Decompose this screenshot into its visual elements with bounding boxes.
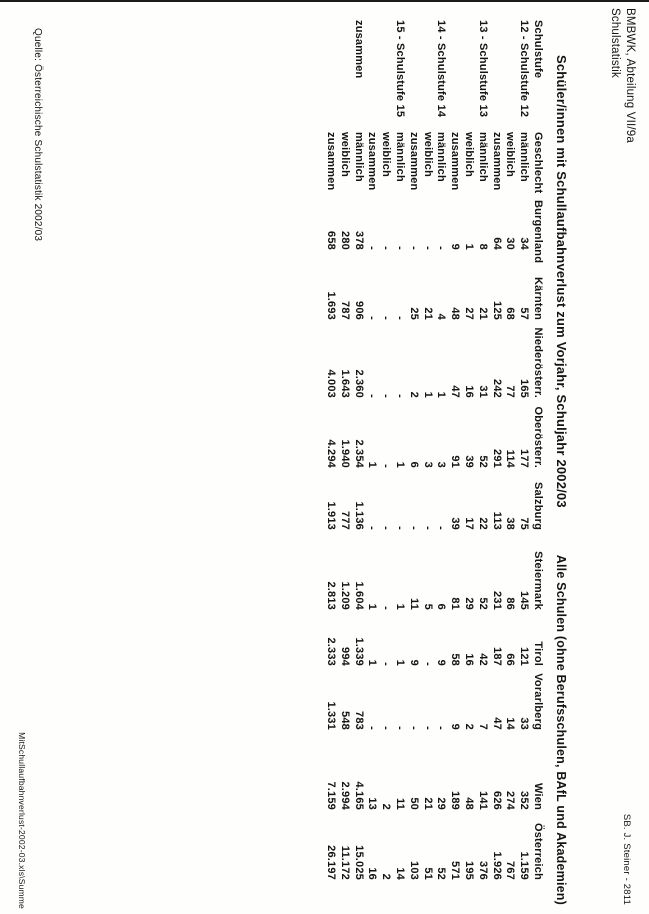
value-cell: 6 [435,603,448,610]
schulstufe-label-cell [406,20,420,132]
table-row [323,20,337,880]
value-cell: 1 [435,391,448,398]
schulstufe-label-cell: 13 - Schulstufe 13 [476,20,489,118]
value-cell: 352 [518,791,531,810]
value-cell: 4.294 [325,439,338,468]
value-cell: 5 [421,603,434,610]
value-cell: 58 [449,653,462,666]
column-header: Kärnten [532,277,544,320]
value-cell: - [380,246,393,250]
schulstufe-label-cell [337,20,351,132]
value-cell: 39 [449,517,462,530]
value-cell: 783 [352,711,365,730]
value-cell: 626 [490,791,503,810]
value-cell: - [421,726,434,730]
value-cell: - [435,726,448,730]
column-header: Burgenland [532,200,544,264]
value-cell: 29 [463,597,476,610]
value-cell: 280 [338,231,351,250]
value-cell: - [366,526,379,530]
value-cell: - [394,394,407,398]
value-cell: - [380,606,393,610]
column-header: Österreich [532,822,544,880]
geschlecht-cell: weiblich [463,132,476,177]
value-cell: 57 [518,307,531,320]
value-cell: 103 [407,861,420,880]
table-row [420,20,434,880]
value-cell: 22 [476,517,489,530]
value-cell: 1 [394,659,407,666]
table-head [530,20,544,880]
value-cell: 9 [449,723,462,730]
value-cell: 9 [407,659,420,666]
value-cell: 1.926 [490,851,503,880]
clerk-reference-note: SB. J. Steiner - 2811 [621,813,632,905]
org-header [607,8,637,143]
value-cell: - [380,316,393,320]
value-cell: 2 [407,391,420,398]
value-cell: 658 [325,231,338,250]
column-header: Oberösterr. [532,406,544,468]
value-cell: 787 [338,301,351,320]
value-cell: 16 [463,385,476,398]
value-cell: 906 [352,301,365,320]
value-cell: 91 [449,455,462,468]
value-cell: 189 [449,791,462,810]
source-footnote: Quelle: Österreichische Schulstatistik 2002/03 [32,28,43,242]
value-cell: 1.331 [325,701,338,730]
value-cell: 2.354 [352,439,365,468]
value-cell: 14 [394,867,407,880]
scan-edge-artifact [0,0,649,2]
value-cell: 1.159 [518,851,531,880]
value-cell: 64 [490,237,503,250]
geschlecht-cell: zusammen [325,132,338,191]
table-row [378,20,392,880]
value-cell: 52 [476,455,489,468]
value-cell: 1 [421,391,434,398]
table-row [365,20,379,880]
value-cell: 1 [366,659,379,666]
title-bar [554,55,569,905]
value-cell: 2.994 [338,781,351,810]
value-cell: 21 [421,307,434,320]
value-cell: 378 [352,231,365,250]
value-cell: - [407,726,420,730]
table-row [392,20,406,880]
value-cell: 48 [449,307,462,320]
value-cell: 231 [490,591,503,610]
geschlecht-cell: männlich [394,132,407,182]
value-cell: - [394,526,407,530]
column-header: Niederösterr. [532,327,544,398]
header-row [530,20,544,880]
value-cell: 1 [463,243,476,250]
value-cell: 77 [504,385,517,398]
value-cell: 1 [394,461,407,468]
value-cell: 2 [380,803,393,810]
value-cell: 177 [518,449,531,468]
value-cell: 1.209 [338,581,351,610]
value-cell: 8 [476,243,489,250]
value-cell: 3 [421,461,434,468]
geschlecht-cell: zusammen [490,132,503,191]
value-cell: 4.165 [352,781,365,810]
page-title: Schüler/innen mit Schullaufbahnverlust zum Vorjahr, Schuljahr 2002/03 [554,55,569,508]
value-cell: 52 [435,867,448,880]
value-cell: - [366,726,379,730]
value-cell: 11 [394,797,407,810]
value-cell: 274 [504,791,517,810]
value-cell: 141 [476,791,489,810]
value-cell: - [435,246,448,250]
geschlecht-cell: männlich [476,132,489,182]
value-cell: - [421,246,434,250]
schulstufe-label-cell [461,20,475,132]
value-cell: 33 [518,717,531,730]
table-row [337,20,351,880]
value-cell: 34 [518,237,531,250]
value-cell: - [366,394,379,398]
value-cell: 48 [463,797,476,810]
value-cell: 21 [421,797,434,810]
value-cell: 75 [518,517,531,530]
statistics-table [323,20,544,880]
value-cell: 81 [449,597,462,610]
value-cell: 11.172 [338,845,351,880]
value-cell: 1.339 [352,637,365,666]
value-cell: 14 [504,717,517,730]
value-cell: 9 [449,243,462,250]
value-cell: - [394,726,407,730]
value-cell: 42 [476,653,489,666]
value-cell: - [407,246,420,250]
schulstufe-label-cell [489,20,503,132]
value-cell: 26.197 [325,845,338,880]
schulstufe-label-cell [378,20,392,132]
value-cell: 2.813 [325,581,338,610]
value-cell: 30 [504,237,517,250]
value-cell: 1.940 [338,439,351,468]
geschlecht-cell: männlich [352,132,365,182]
schulstufe-label-cell [365,20,379,132]
value-cell: 86 [504,597,517,610]
value-cell: 16 [366,867,379,880]
schulstufe-label-cell [420,20,434,132]
value-cell: 25 [407,307,420,320]
table-row [461,20,475,880]
column-header: Geschlecht [532,132,544,194]
column-header: Schulstufe [532,20,544,79]
value-cell: 376 [476,861,489,880]
value-cell: 195 [463,861,476,880]
value-cell: 1 [394,603,407,610]
value-cell: 767 [504,861,517,880]
value-cell: 1.604 [352,581,365,610]
geschlecht-cell: weiblich [504,132,517,177]
value-cell: - [421,526,434,530]
table-row [475,20,489,880]
value-cell: - [380,526,393,530]
table-row [406,20,420,880]
geschlecht-cell: zusammen [407,132,420,191]
value-cell: 1.643 [338,369,351,398]
value-cell: 27 [463,307,476,320]
value-cell: 4 [435,313,448,320]
value-cell: 7.159 [325,781,338,810]
value-cell: - [366,246,379,250]
value-cell: - [407,526,420,530]
value-cell: 21 [476,307,489,320]
table-row [434,20,448,880]
table-row [447,20,461,880]
value-cell: - [366,316,379,320]
schulstufe-label-cell: zusammen [352,20,365,79]
org-header-line2: Schulstatistik [609,8,621,78]
value-cell: 571 [449,861,462,880]
org-header-line1: BMBWK, Abteilung VII/9a [624,8,636,143]
value-cell: - [380,662,393,666]
value-cell: 113 [490,511,503,530]
value-cell: 66 [504,653,517,666]
value-cell: 1.136 [352,501,365,530]
value-cell: 17 [463,517,476,530]
value-cell: 47 [449,385,462,398]
value-cell: 3 [435,461,448,468]
value-cell: 291 [490,449,503,468]
geschlecht-cell: männlich [435,132,448,182]
value-cell: 15.025 [352,845,365,880]
geschlecht-cell: weiblich [338,132,351,177]
value-cell: 548 [338,711,351,730]
value-cell: 114 [504,449,517,468]
value-cell: 51 [421,867,434,880]
schulstufe-label-cell: 15 - Schulstufe 15 [394,20,407,118]
column-header: Salzburg [532,481,544,530]
value-cell: 1.913 [325,501,338,530]
table-row [516,20,530,880]
table-row [503,20,517,880]
value-cell: - [380,726,393,730]
geschlecht-cell: zusammen [366,132,379,191]
value-cell: 2 [463,723,476,730]
value-cell: 7 [476,723,489,730]
value-cell: 4.003 [325,369,338,398]
value-cell: - [394,316,407,320]
value-cell: 29 [435,797,448,810]
column-header: Vorarlberg [532,673,544,730]
value-cell: 2 [380,873,393,880]
value-cell: 145 [518,591,531,610]
value-cell: 68 [504,307,517,320]
value-cell: 125 [490,301,503,320]
table-row [489,20,503,880]
value-cell: - [380,394,393,398]
value-cell: 16 [463,653,476,666]
schulstufe-label-cell: 12 - Schulstufe 12 [518,20,531,118]
value-cell: 777 [338,511,351,530]
value-cell: 39 [463,455,476,468]
geschlecht-cell: weiblich [421,132,434,177]
value-cell: 13 [366,797,379,810]
table-row [351,20,365,880]
geschlecht-cell: weiblich [380,132,393,177]
value-cell: 121 [518,647,531,666]
column-header: Wien [532,783,544,810]
value-cell: 6 [407,461,420,468]
value-cell: 31 [476,385,489,398]
value-cell: - [394,246,407,250]
value-cell: 187 [490,647,503,666]
value-cell: 52 [476,597,489,610]
value-cell: 1 [366,603,379,610]
value-cell: 994 [338,647,351,666]
value-cell: 47 [490,717,503,730]
scope-subtitle: Alle Schulen (ohne Berufsschulen, BAfL und Akademien) [554,554,568,905]
schulstufe-label-cell [503,20,517,132]
value-cell: 9 [435,659,448,666]
value-cell: - [435,526,448,530]
value-cell: 50 [407,797,420,810]
geschlecht-cell: zusammen [449,132,462,191]
value-cell: 38 [504,517,517,530]
value-cell: 1 [366,461,379,468]
table-body [323,20,530,880]
column-header: Tirol [532,641,544,666]
column-header: Steiermark [532,551,544,610]
file-sheet-footer: MitSchullaufbahnverlust-2002-03.xls\Summe [17,732,27,909]
schulstufe-label-cell [447,20,461,132]
value-cell: - [421,662,434,666]
value-cell: 2.360 [352,369,365,398]
geschlecht-cell: männlich [518,132,531,182]
value-cell: 165 [518,379,531,398]
value-cell: 242 [490,379,503,398]
schulstufe-label-cell [323,20,337,132]
value-cell: - [380,464,393,468]
value-cell: 2.333 [325,637,338,666]
value-cell: 1.693 [325,291,338,320]
value-cell: 11 [407,597,420,610]
schulstufe-label-cell: 14 - Schulstufe 14 [435,20,448,118]
